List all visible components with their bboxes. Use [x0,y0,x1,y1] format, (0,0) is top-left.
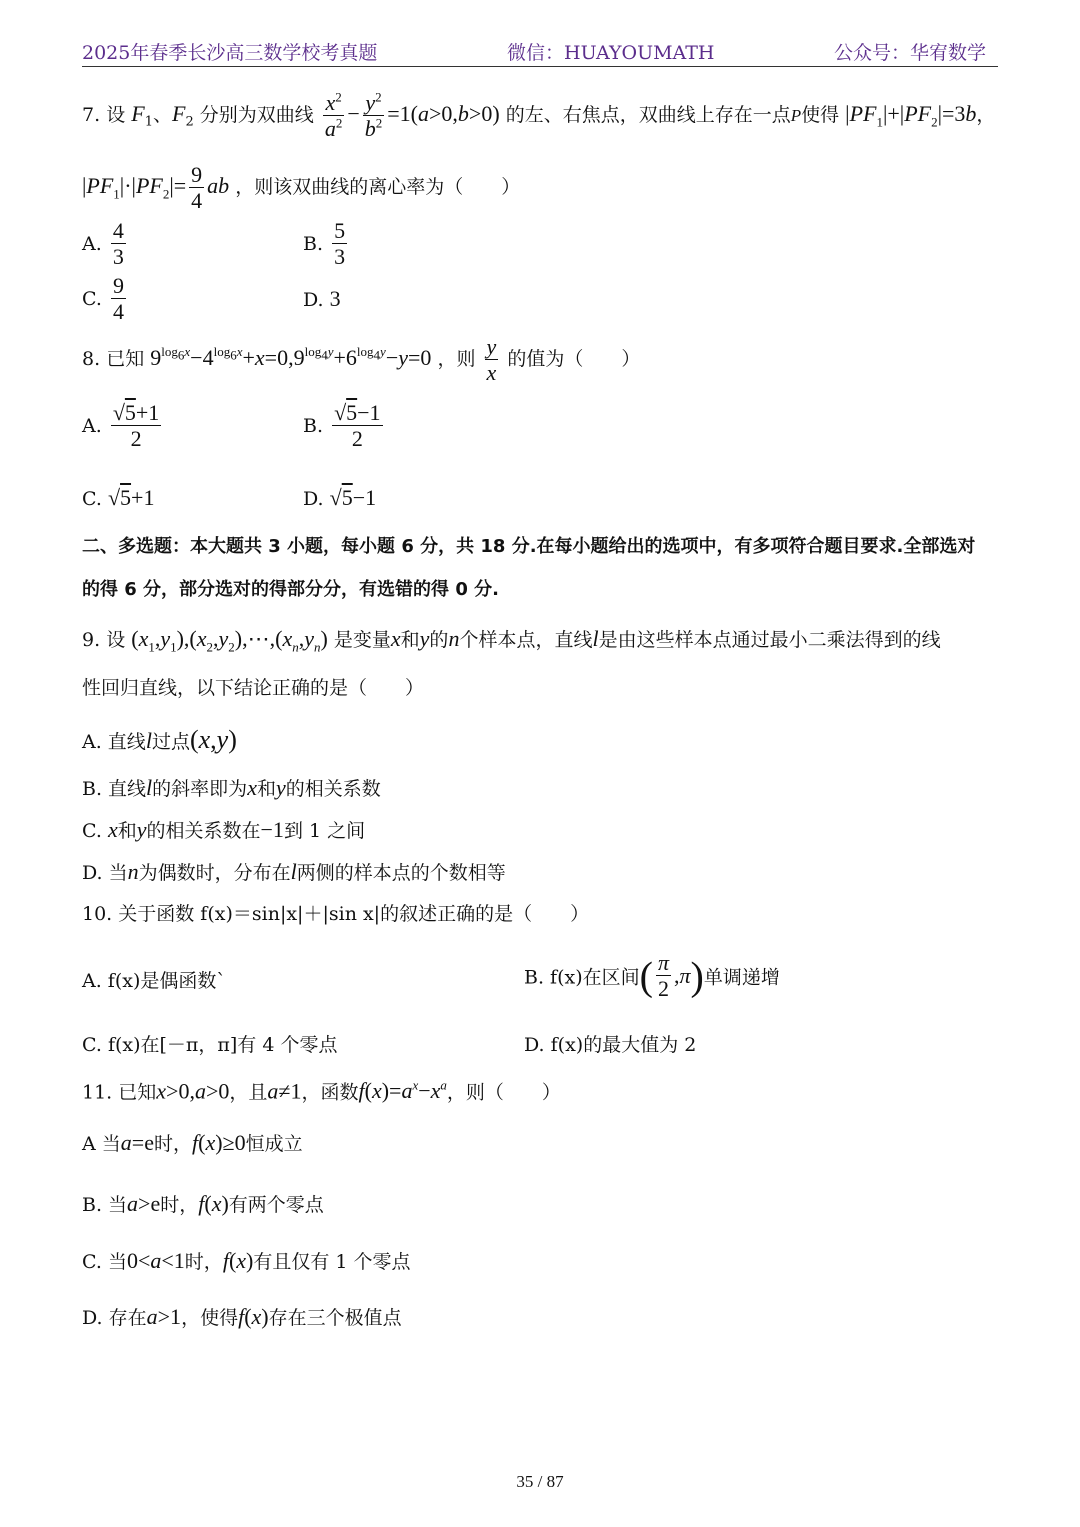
q7-option-d[interactable]: D. 3 [303,286,341,311]
section2-heading-line2: 的得 6 分，部分选对的得部分分，有选错的得 0 分. [82,579,499,600]
q7-stem-line2: $|PF_1|\cdot|PF_2|=$ $\frac{9}{4}$ ab ，则该双曲线的离心率为（ ） [82,162,521,214]
q8-text: 已知 [106,347,145,370]
q8-text: ，则 [437,347,476,370]
q7-option-b[interactable]: B. $\frac{5}{3}$ [303,218,346,270]
section2-heading: 二、多选题：本大题共 3 小题，每小题 6 分，共 18 分.在每小题给出的选项中，有多项符合题目要求.全部选对 [82,536,976,557]
q8-option-c-value: √5+1 [107,485,155,510]
q10-text: 关于函数 f(x)＝sin|x|＋|sin x|的叙述正确的是（ ） [118,903,590,925]
q7-text: 设 [106,103,126,126]
q9-stem-line2: 性回归直线，以下结论正确的是（ ） [82,677,425,699]
q10-option-c[interactable]: C. f(x)在[－π，π]有 4 个零点 [82,1034,338,1056]
q10-number: 10. [82,903,113,925]
q7-option-a-value: $\frac{4}{3}$ [112,218,124,270]
q7-number: 7. [82,103,101,126]
q7-option-c-value: $\frac{9}{4}$ [112,273,124,325]
q11-number: 11. [82,1081,113,1104]
q11-stem: 11. 已知x>0,a>0，且a≠1，函数$f(x)=a^x-x^a$，则（ ） [82,1078,561,1104]
q10-option-d[interactable]: D. f(x)的最大值为 2 [524,1034,697,1056]
header-title: 2025年春季长沙高三数学校考真题 [82,42,378,64]
page-header [82,38,998,67]
q8-option-a-value: $\frac{√5+1}{2}$ [112,400,160,452]
q8-number: 8. [82,347,101,370]
q8-option-d[interactable]: D. √5−1 [303,485,377,510]
q8-option-d-value: √5−1 [329,485,377,510]
q8-text: 的值为（ ） [507,347,641,370]
q10-option-b[interactable]: B. f(x)在区间( $\frac{\pi}{2}$ ,π)单调递增 [524,950,780,1002]
q8-option-b[interactable]: B. $\frac{√5-1}{2}$ [303,400,381,452]
q9-number: 9. [82,629,101,651]
q9-option-a[interactable]: A. 直线l过点(x,y) [82,725,237,754]
q7-text: 分别为双曲线 [199,103,314,126]
q8-option-a[interactable]: A. $\frac{√5+1}{2}$ [82,400,160,452]
q9-option-d[interactable]: D. 当n为偶数时，分布在l两侧的样本点的个数相等 [82,859,506,884]
q7-text: 的左、右焦点，双曲线上存在一点 [505,103,791,126]
q9-stem: 9. 设 $(x_1,y_1),(x_2,y_2),\cdots,(x_n,y_n)$ 是变量x和y的n个样本点，直线l是由这些样本点通过最小二乘法得到的线 [82,626,941,655]
page-number: 35 / 87 [516,1472,564,1491]
q11-option-a[interactable]: A 当a=e时，f(x)≥0恒成立 [82,1130,303,1155]
q7-option-a[interactable]: A. $\frac{4}{3}$ [82,218,124,270]
q9-option-b[interactable]: B. 直线l的斜率即为x和y的相关系数 [82,775,381,800]
q7-text: ，则该双曲线的离心率为（ ） [235,175,521,198]
q11-option-c[interactable]: C. 当0<a<1时，f(x)有且仅有 1 个零点 [82,1248,411,1273]
q8-stem: 8. 已知 $9^{log_6x}-4^{log_6x}+x=0,9^{log_4y}+6^{log_4y}-y=0$ ，则 $\frac{y}{x}$ 的值为（ ） [82,334,641,386]
header-account: 公众号：华宥数学 [833,42,986,64]
q10-option-a[interactable]: A. f(x)是偶函数` [82,970,226,992]
q7-option-b-value: $\frac{5}{3}$ [334,218,346,270]
q8-option-b-value: $\frac{√5-1}{2}$ [334,400,381,452]
q7-option-d-value: 3 [329,286,341,311]
q11-option-b[interactable]: B. 当a>e时，f(x)有两个零点 [82,1191,324,1216]
q7-option-c[interactable]: C. $\frac{9}{4}$ [82,273,124,325]
q10-stem [82,903,589,926]
q11-option-d[interactable]: D. 存在a>1，使得f(x)存在三个极值点 [82,1304,402,1329]
q7-text: 使得 [801,103,840,126]
q9-option-c[interactable]: C. x和y的相关系数在−1到 1 之间 [82,817,366,842]
q7-stem: 7. 设 $F_1$、$F_2$ 分别为双曲线 $\frac{x^2}{a^2}$ − $\frac{y^2}{b^2}$ =1(a>0,b>0) 的左、右焦点，双曲线上存在一点P使得 $|PF_1|+|PF_2|=3b$， [82,89,996,142]
q8-option-c[interactable]: C. √5+1 [82,485,155,510]
header-wechat: 微信：HUAYOUMATH [507,42,715,64]
